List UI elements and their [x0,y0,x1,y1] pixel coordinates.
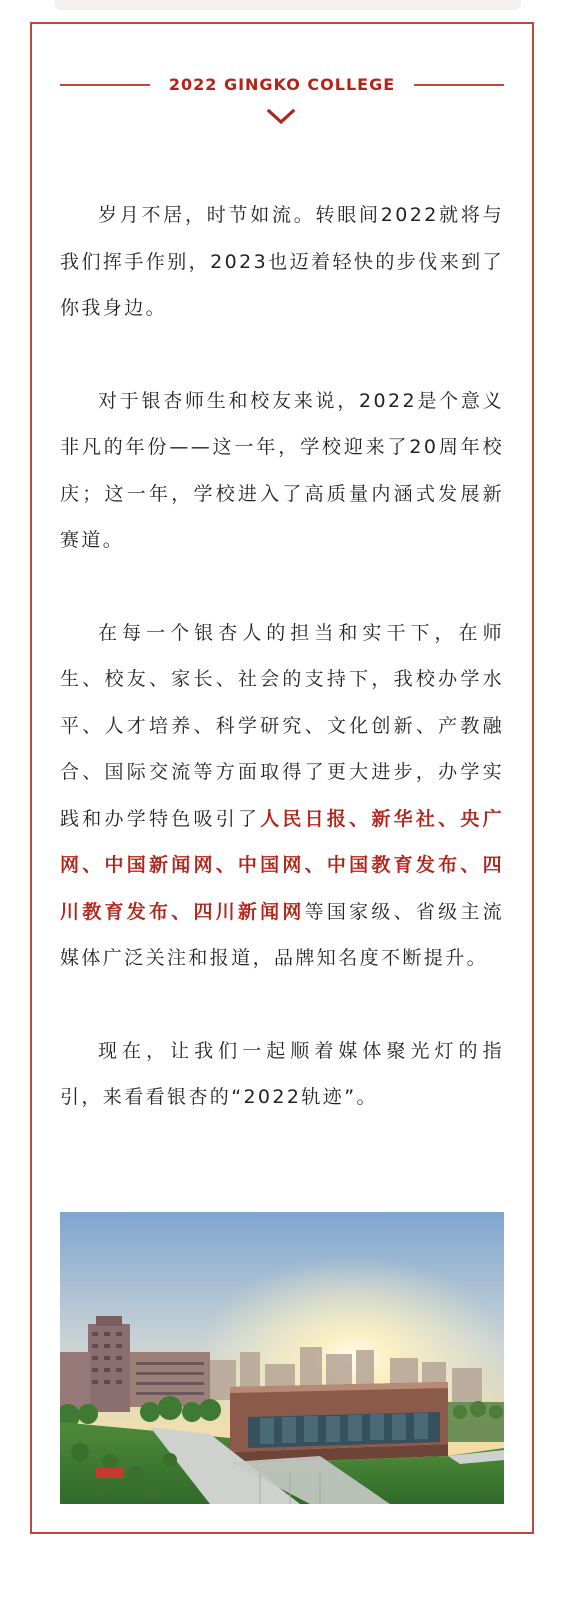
media-outlets-highlight: 人民日报、新华社、央广网、中国新闻网、中国网、中国教育发布、四川教育发布、四川新闻网 [60,807,505,923]
section-header [60,70,504,100]
paragraph-media-intro: 在每一个银杏人的担当和实干下，在师生、校友、家长、社会的支持下，我校办学水平、人才培养、科学研究、文化创新、产教融合、国际交流等方面取得了更大进步，办学实践和办学特色吸引了 [60,621,504,830]
article-body [60,192,504,1121]
paragraph-media-outro: 等国家级、省级主流媒体广泛关注和报道，品牌知名度不断提升。 [60,900,504,969]
campus-photo-illustration [60,1212,504,1504]
header-line-left [60,84,150,86]
chevron-down-icon [266,108,296,126]
paragraph-intro: 岁月不居，时节如流。转眼间2022就将与我们挥手作别，2023也迈着轻快的步伐来到了你我身边。 [60,204,504,319]
paragraph-anniversary: 对于银杏师生和校友来说，2022是个意义非凡的年份——这一年，学校迎来了20周年校庆；这一年，学校进入了高质量内涵式发展新赛道。 [60,389,504,551]
header-title: 2022 GINGKO COLLEGE [168,75,396,94]
header-line-right [414,84,504,86]
paragraph-invitation: 现在，让我们一起顺着媒体聚光灯的指引，来看看银杏的“2022轨迹”。 [60,1039,504,1108]
paragraph-media [60,610,504,982]
top-strip [55,0,521,10]
campus-photo [60,1212,504,1504]
